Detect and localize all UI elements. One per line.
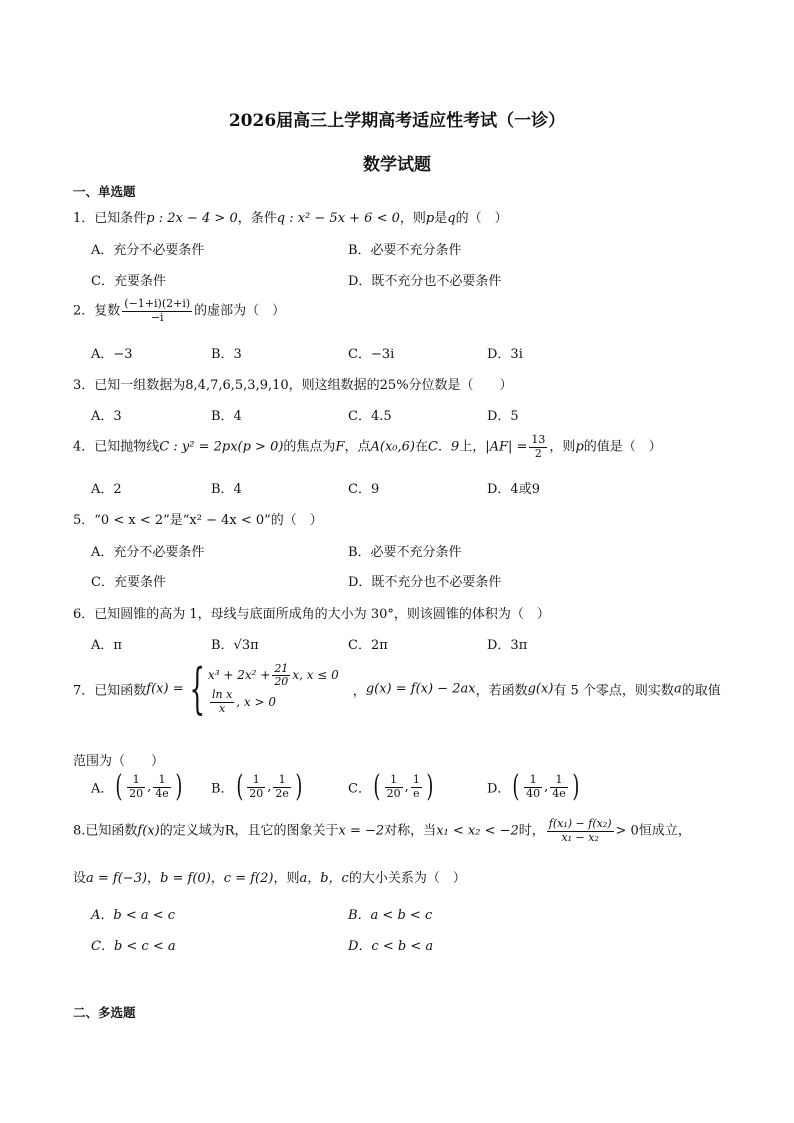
fraction: $\frac{13}{2}$ [531, 433, 546, 460]
option-c[interactable]: C．充要条件 [91, 575, 166, 590]
option-d[interactable]: D．3π [487, 638, 528, 653]
question-7-continued: 范围为（ ） [73, 754, 165, 769]
question-4: 4．已知抛物线C : y² = 2px(p > 0)的焦点为F，点A(x₀,6)在C．9上，|AF| = $\frac{13}{2}$ ，则p的值是（ ） [73, 433, 662, 460]
option-b[interactable]: B．a < b < c [348, 908, 433, 923]
fraction: $\frac{\text{f(x₁) − f(x₂)}}{\text{x₁ − x₂}}$ [548, 817, 612, 844]
option-b[interactable]: B．3 [211, 347, 242, 362]
option-c[interactable]: C．4.5 [348, 409, 392, 424]
question-number: 6． [73, 607, 95, 622]
question-number: 8. [73, 823, 86, 839]
left-brace: { [189, 657, 205, 720]
question-number: 3． [73, 378, 95, 393]
option-a[interactable]: A．π [91, 638, 122, 653]
option-d[interactable]: D．c < b < a [348, 939, 434, 954]
option-d[interactable]: D．既不充分也不必要条件 [348, 575, 502, 590]
question-7: 7．已知函数f(x) = { x³ + 2x² + $\frac{21}{20}$ x, x ≤ 0 $\frac{\text{ln x}}{x}$ , x > 0 ，g(x) = f(x) − 2ax，若函数g(x)有 5 个零点，则实数a的取值 [73, 657, 721, 720]
option-c[interactable]: C．充要条件 [91, 274, 166, 289]
exam-subtitle: 数学试题 [363, 155, 431, 175]
option-d[interactable]: D．3i [487, 347, 523, 362]
piecewise-definition: x³ + 2x² + $\frac{21}{20}$ x, x ≤ 0 $\frac{\text{ln x}}{x}$ , x > 0 [207, 661, 339, 715]
question-number: 1． [73, 211, 95, 226]
option-b[interactable]: B．必要不充分条件 [348, 545, 462, 560]
question-number: 5． [73, 513, 95, 528]
question-8-line-2: 设a = f(−3)，b = f(0)，c = f(2)，则a，b，c的大小关系为（ ） [73, 871, 466, 886]
option-b[interactable]: B．( $\frac{1}{20}$ , $\frac{1}{2e}$ ) [211, 769, 303, 804]
option-a[interactable]: A．3 [91, 409, 122, 424]
option-c[interactable]: C．b < c < a [91, 939, 176, 954]
option-a[interactable]: A．( $\frac{1}{20}$ , $\frac{1}{4e}$ ) [91, 769, 183, 804]
section-heading-single-choice: 一、单选题 [73, 184, 136, 199]
option-c[interactable]: C．−3i [348, 347, 395, 362]
option-b[interactable]: B．√3π [211, 638, 259, 653]
option-c[interactable]: C．( $\frac{1}{20}$ , $\frac{1}{e}$ ) [348, 769, 434, 804]
option-a[interactable]: A．2 [91, 482, 122, 497]
question-5: 5．“0 < x < 2”是“x² − 4x < 0”的（ ） [73, 513, 323, 528]
option-a[interactable]: A．b < a < c [91, 908, 176, 923]
option-d[interactable]: D．5 [487, 409, 519, 424]
option-b[interactable]: B．必要不充分条件 [348, 243, 462, 258]
question-number: 4． [73, 439, 95, 455]
option-c[interactable]: C．9 [348, 482, 380, 497]
question-3: 3．已知一组数据为8,4,7,6,5,3,9,10，则这组数据的25%分位数是（ ） [73, 378, 513, 393]
fraction: $\frac{(-1+i)(2+i)}{-i}$ [124, 297, 191, 324]
question-1: 1．已知条件p : 2x − 4 > 0，条件q : x² − 5x + 6 < 0，则p是q的（ ） [73, 211, 508, 226]
option-b[interactable]: B．4 [211, 482, 242, 497]
option-d[interactable]: D．( $\frac{1}{40}$ , $\frac{1}{4e}$ ) [487, 769, 580, 804]
section-heading-multiple-choice: 二、多选题 [73, 1005, 136, 1020]
question-2: 2．复数 $\frac{(-1+i)(2+i)}{-i}$ 的虚部为（ ） [73, 297, 286, 324]
question-number: 2． [73, 303, 95, 319]
option-a[interactable]: A．充分不必要条件 [91, 243, 205, 258]
question-6: 6．已知圆锥的高为 1，母线与底面所成角的大小为 30°，则该圆锥的体积为（ ） [73, 607, 550, 622]
option-c[interactable]: C．2π [348, 638, 388, 653]
option-b[interactable]: B．4 [211, 409, 242, 424]
question-8: 8.已知函数f(x)的定义域为R，且它的图象关于x = −2对称，当x₁ < x₂ < −2时， $\frac{\text{f(x₁) − f(x₂)}}{\text{x₁ − x₂}}$ > 0恒成立， [73, 817, 691, 844]
option-a[interactable]: A．充分不必要条件 [91, 545, 205, 560]
question-number: 7． [73, 683, 95, 699]
exam-title: 2026届高三上学期高考适应性考试（一诊） [228, 111, 566, 131]
option-d[interactable]: D．4或9 [487, 482, 540, 497]
option-d[interactable]: D．既不充分也不必要条件 [348, 274, 502, 289]
option-a[interactable]: A．−3 [91, 347, 133, 362]
